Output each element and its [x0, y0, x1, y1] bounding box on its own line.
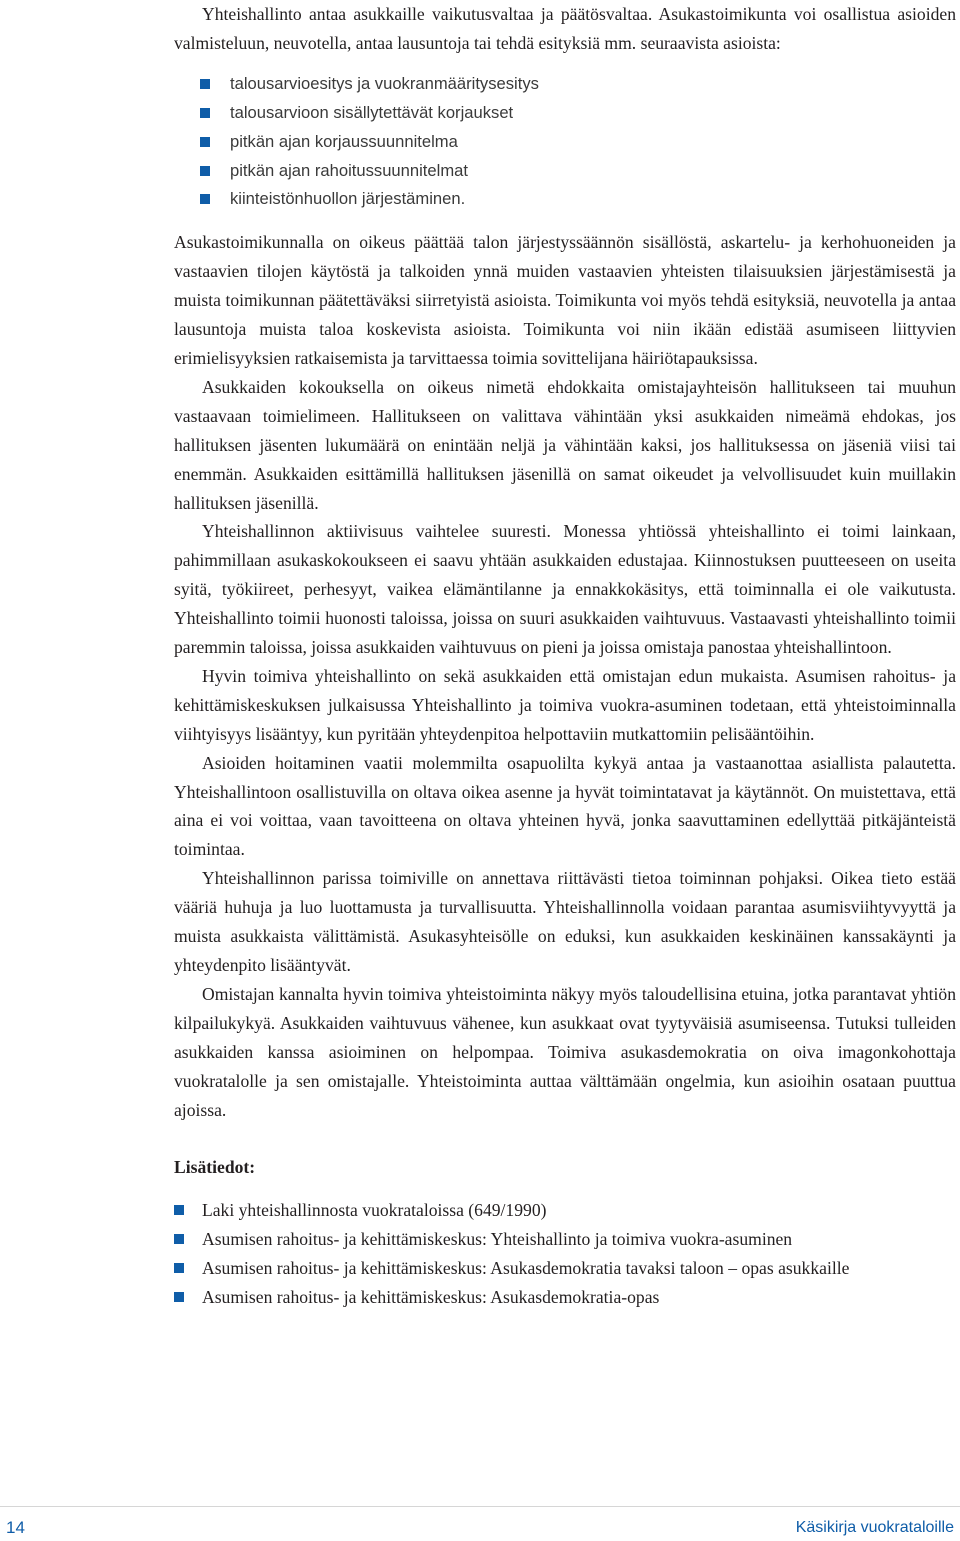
list-item: talousarvioon sisällytettävät korjaukset: [230, 99, 956, 128]
footer-publication-title: Käsikirja vuokrataloille: [795, 1519, 954, 1536]
list-item: kiinteistönhuollon järjestäminen.: [230, 185, 956, 214]
more-info-list: [202, 1196, 956, 1312]
document-body: [174, 0, 956, 1312]
paragraph: Asioiden hoitaminen vaatii molemmilta osapuolilta kykyä antaa ja vastaanottaa asiallista palautetta. Yhteishallintoon osallistuvilla on oltava oikea asenne ja hyvät toimintatavat ja käytännöt. On muistettava, että aina ei voi voittaa, vaan tavoitteena on oltava yhteinen hyvä, jonka saavuttaminen edellyttää pitkäjänteistä toimintaa.: [174, 752, 956, 860]
paragraph: Omistajan kannalta hyvin toimiva yhteistoiminta näkyy myös taloudellisina etuina, jotka parantavat yhtiön kilpailukykyä. Asukkaiden vaihtuvuus vähenee, kun asukkaat ovat tyytyväisiä asumiseensa. Tutuksi tulleiden asukkaiden kanssa asioiminen on helpompaa. Toimiva asukasdemokratia on oiva imagonkohottaja vuokratalolle ja sen omistajalle. Yhteistoiminta auttaa välttämään ongelmia, kun asioihin osataan puuttua ajoissa.: [174, 983, 956, 1120]
paragraph: Hyvin toimiva yhteishallinto on sekä asukkaiden että omistajan edun mukaista. Asumisen rahoitus- ja kehittämiskeskuksen julkaisussa Yhteishallinto ja toimiva vuokra-asuminen todetaan, että yhteistoiminnalla viihtyisyys lisääntyy, kun pyritään yhteydenpitoa helpottaviin mutkattomiin pelisääntöihin.: [174, 665, 956, 744]
intro-bullet-list: [230, 70, 956, 215]
paragraph: Asukkaiden kokouksella on oikeus nimetä ehdokkaita omistajayhteisön hallitukseen tai muuhun vastaavaan toimielimeen. Hallitukseen on valittava vähintään yksi asukkaiden nimeämä ehdokas, jos hallituksen jäsenten lukumäärä on enintään neljä ja vähintään kaksi, jos hallituksessa on jäseniä viisi tai enemmän. Asukkaiden esittämillä hallituksen jäsenillä on samat oikeudet ja velvollisuudet kuin muillakin hallituksen jäsenillä.: [174, 376, 956, 513]
list-item: pitkän ajan korjaussuunnitelma: [230, 128, 956, 157]
list-item: Asumisen rahoitus- ja kehittämiskeskus: Yhteishallinto ja toimiva vuokra-asuminen: [202, 1225, 956, 1254]
list-item: talousarvioesitys ja vuokranmääritysesitys: [230, 70, 956, 99]
page-number: 14: [6, 1518, 25, 1537]
list-item: Asumisen rahoitus- ja kehittämiskeskus: Asukasdemokratia-opas: [202, 1283, 956, 1312]
intro-paragraph: Yhteishallinto antaa asukkaille vaikutusvaltaa ja päätösvaltaa. Asukastoimikunta voi osallistua asioiden valmisteluun, neuvotella, antaa lausuntoja tai tehdä esityksiä mm. seuraavista asioista:: [174, 4, 956, 53]
more-info-heading: Lisätiedot:: [174, 1157, 256, 1178]
list-item: pitkän ajan rahoitussuunnitelmat: [230, 157, 956, 186]
list-item: Laki yhteishallinnosta vuokrataloissa (649/1990): [202, 1196, 956, 1225]
paragraph: Asukastoimikunnalla on oikeus päättää talon järjestyssäännön sisällöstä, askartelu- ja kerhohuoneiden ja vastaavien tilojen käytöstä ja talkoiden ynnä muiden vastaavien yhteisten tilaisuuksien järjestämisestä ja muista toimikunnan päätettäväksi siirretyistä asioista. Toimikunta voi myös tehdä esityksiä, neuvotella ja antaa lausuntoja muista taloa koskevista asioista. Toimikunta voi niin ikään edistää asumiseen liittyvien erimielisyyksien ratkaisemista ja tarvittaessa toimia sovittelijana häiriötapauksissa.: [174, 232, 956, 368]
list-item: Asumisen rahoitus- ja kehittämiskeskus: Asukasdemokratia tavaksi taloon – opas asukkaille: [202, 1254, 956, 1283]
paragraph: Yhteishallinnon parissa toimiville on annettava riittävästi tietoa toiminnan pohjaksi. Oikea tieto estää vääriä huhuja ja luo luottamusta ja turvallisuutta. Yhteishallinnolla voidaan parantaa asumisviihtyvyyttä ja muista asukkaista välittämistä. Asukasyhteisölle on eduksi, kun asukkaiden keskinäinen kanssakäynti ja yhteydenpito lisääntyvät.: [174, 868, 956, 975]
footer-divider: [0, 1506, 960, 1507]
paragraph: Yhteishallinnon aktiivisuus vaihtelee suuresti. Monessa yhtiössä yhteishallinto ei toimi lainkaan, pahimmillaan asukaskokoukseen ei saavu yhtään asukkaiden edustajaa. Kiinnostuksen puutteeseen on useita syitä, työkiireet, perhesyyt, vaikea elämäntilanne ja ennakkokäsitys, että toiminnalla ei ole vaikutusta. Yhteishallinto toimii huonosti taloissa, joissa on suuri asukkaiden vaihtuvuus. Vastaavasti yhteishallinto toimii paremmin taloissa, joissa asukkaiden vaihtuvuus on pieni ja joissa omistaja panostaa yhteishallintoon.: [174, 521, 956, 658]
